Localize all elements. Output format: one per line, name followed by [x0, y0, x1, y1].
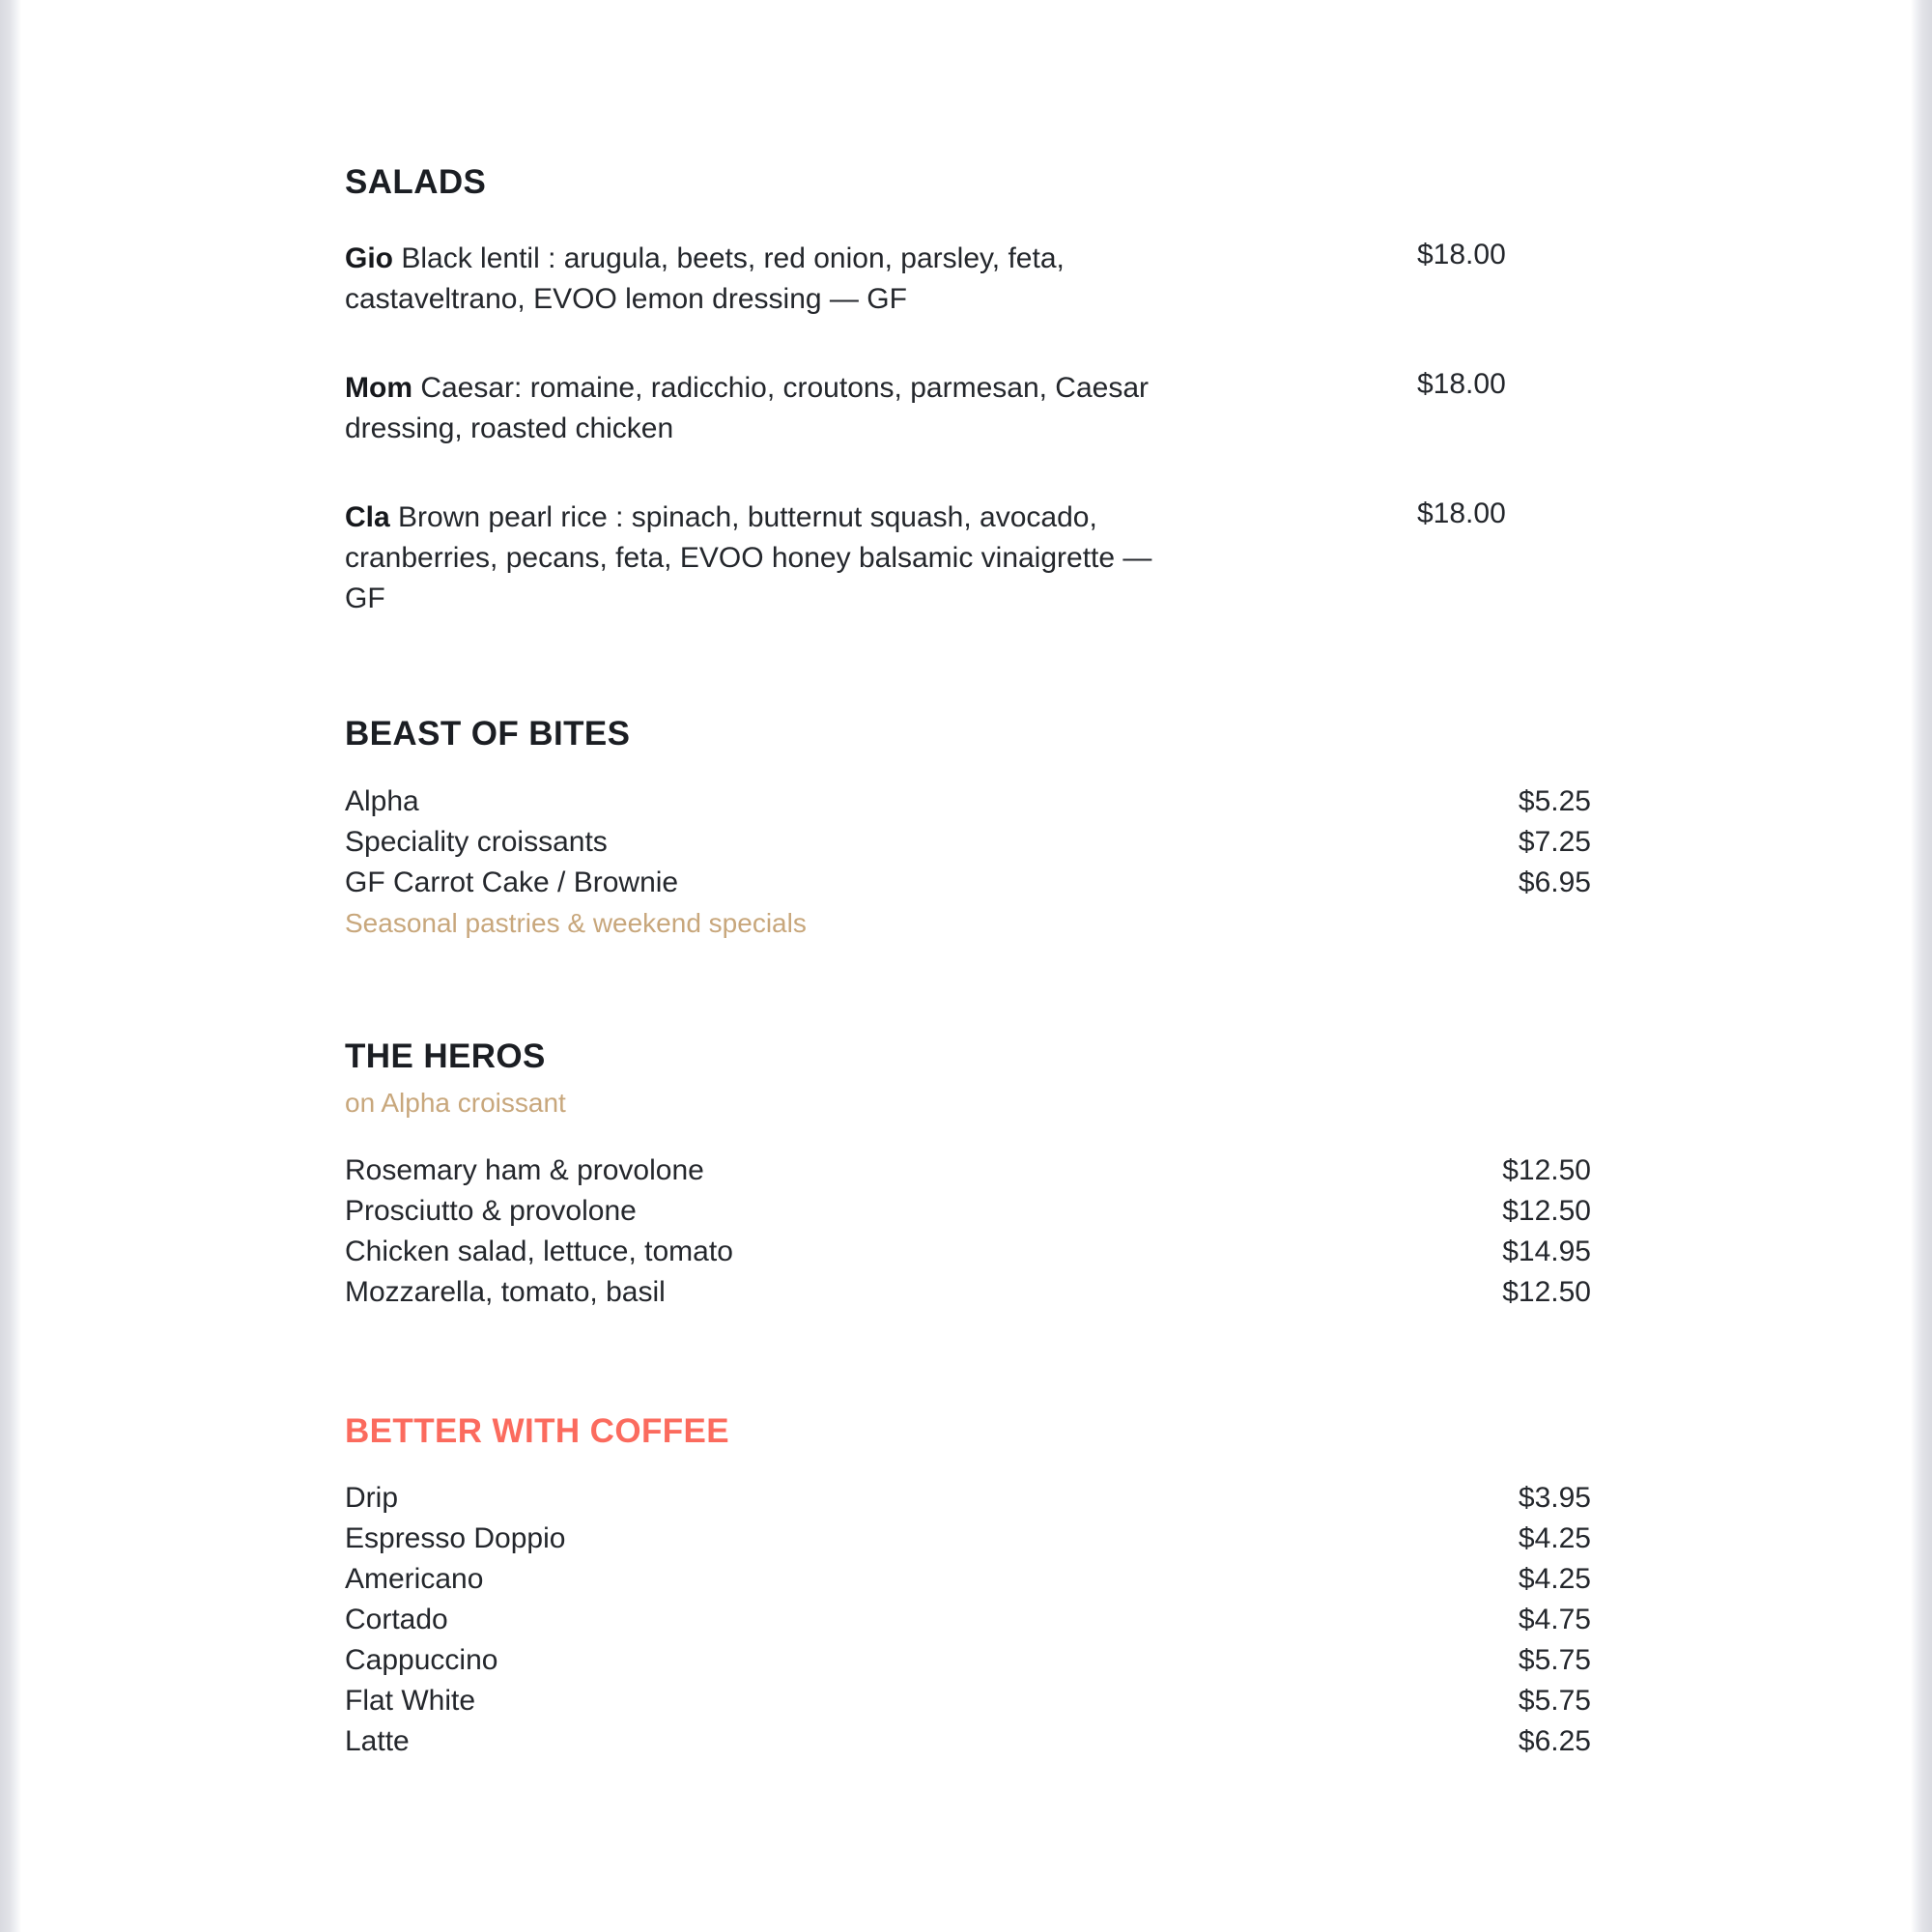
menu-item-name: Cappuccino: [345, 1643, 498, 1676]
menu-content: [345, 0, 1591, 1762]
menu-item-price: $14.95: [1502, 1236, 1591, 1268]
menu-item-lead: Mom: [345, 371, 412, 404]
menu-section-salads: [345, 164, 1591, 619]
menu-item-price: $12.50: [1502, 1195, 1591, 1228]
menu-item-row[interactable]: [345, 1640, 1591, 1681]
menu-item-row[interactable]: [345, 368, 1591, 449]
section-title-the-heros: THE HEROS: [345, 1037, 546, 1075]
menu-item-row[interactable]: [345, 1519, 1591, 1559]
menu-item-name: Mozzarella, tomato, basil: [345, 1276, 666, 1309]
menu-item-name: Chicken salad, lettuce, tomato: [345, 1236, 733, 1268]
menu-item-lead: Gio: [345, 242, 393, 274]
menu-section-better-with-coffee: [345, 1413, 1591, 1762]
menu-item-price: $12.50: [1502, 1276, 1591, 1309]
menu-item-row[interactable]: [345, 1272, 1591, 1313]
menu-item-row[interactable]: [345, 1151, 1591, 1191]
beast-of-bites-item-list: [345, 781, 1591, 903]
page-gutter-right: [1911, 0, 1932, 1932]
section-title-better-with-coffee: BETTER WITH COFFEE: [345, 1412, 730, 1451]
menu-item-row[interactable]: [345, 497, 1591, 619]
menu-item-name: Drip: [345, 1481, 399, 1514]
menu-item-row[interactable]: [345, 781, 1591, 822]
menu-item-description: [345, 239, 1195, 320]
menu-item-row[interactable]: [345, 1600, 1591, 1640]
menu-item-description: [345, 368, 1195, 449]
menu-item-row[interactable]: [345, 1721, 1591, 1762]
section-title-salads: SALADS: [345, 163, 487, 201]
menu-item-price: $6.25: [1518, 1724, 1591, 1757]
menu-item-name: Speciality croissants: [345, 826, 608, 858]
better-with-coffee-item-list: [345, 1478, 1591, 1762]
menu-item-price: $4.75: [1518, 1603, 1591, 1635]
salads-item-list: [345, 239, 1591, 619]
menu-item-row[interactable]: [345, 822, 1591, 863]
menu-item-detail: Caesar: romaine, radicchio, croutons, parmesan, Caesar dressing, roasted chicken: [345, 371, 1150, 444]
menu-item-name: GF Carrot Cake / Brownie: [345, 867, 679, 898]
menu-item-price: $3.95: [1518, 1481, 1591, 1514]
menu-item-name: Alpha: [345, 785, 419, 817]
menu-item-row[interactable]: [345, 1681, 1591, 1721]
menu-item-price: $4.25: [1518, 1562, 1591, 1595]
menu-item-price: $4.25: [1518, 1521, 1591, 1554]
menu-item-name: Rosemary ham & provolone: [345, 1154, 704, 1187]
menu-item-row[interactable]: [345, 863, 1591, 903]
menu-item-price: $18.00: [1417, 367, 1506, 400]
menu-item-price: $18.00: [1417, 238, 1506, 270]
menu-item-price: $5.75: [1518, 1643, 1591, 1676]
menu-section-the-heros: [345, 1038, 1591, 1313]
menu-item-detail: Black lentil : arugula, beets, red onion, parsley, feta, castaveltrano, EVOO lemon dressing — GF: [345, 242, 1065, 315]
menu-item-lead: Cla: [345, 500, 390, 533]
menu-item-name: Espresso Doppio: [345, 1521, 566, 1554]
menu-item-price: $5.75: [1518, 1684, 1591, 1717]
menu-item-row[interactable]: [345, 1559, 1591, 1600]
menu-item-row[interactable]: [345, 239, 1591, 320]
menu-item-price: $5.25: [1518, 785, 1591, 817]
menu-item-row[interactable]: [345, 1478, 1591, 1519]
menu-item-row[interactable]: [345, 1232, 1591, 1272]
menu-item-price: $12.50: [1502, 1154, 1591, 1187]
menu-item-row[interactable]: [345, 1191, 1591, 1232]
menu-item-price: $6.95: [1518, 867, 1591, 898]
menu-item-detail: Brown pearl rice : spinach, butternut squash, avocado, cranberries, pecans, feta, EVOO honey balsamic vinaigrette — GF: [345, 500, 1152, 614]
menu-item-description: [345, 497, 1195, 619]
menu-item-price: $18.00: [1417, 497, 1506, 529]
menu-item-name: Latte: [345, 1724, 410, 1757]
menu-item-name: Prosciutto & provolone: [345, 1195, 637, 1228]
menu-section-beast-of-bites: [345, 716, 1591, 942]
section-title-beast-of-bites: BEAST OF BITES: [345, 714, 631, 753]
menu-item-name: Americano: [345, 1562, 484, 1595]
the-heros-item-list: [345, 1151, 1591, 1313]
menu-item-price: $7.25: [1518, 826, 1591, 858]
menu-item-name: Flat White: [345, 1684, 476, 1717]
page-gutter-left: [0, 0, 21, 1932]
section-footnote-beast-of-bites: Seasonal pastries & weekend specials: [345, 908, 807, 938]
section-subtitle-the-heros: on Alpha croissant: [345, 1088, 566, 1119]
menu-item-name: Cortado: [345, 1603, 448, 1635]
